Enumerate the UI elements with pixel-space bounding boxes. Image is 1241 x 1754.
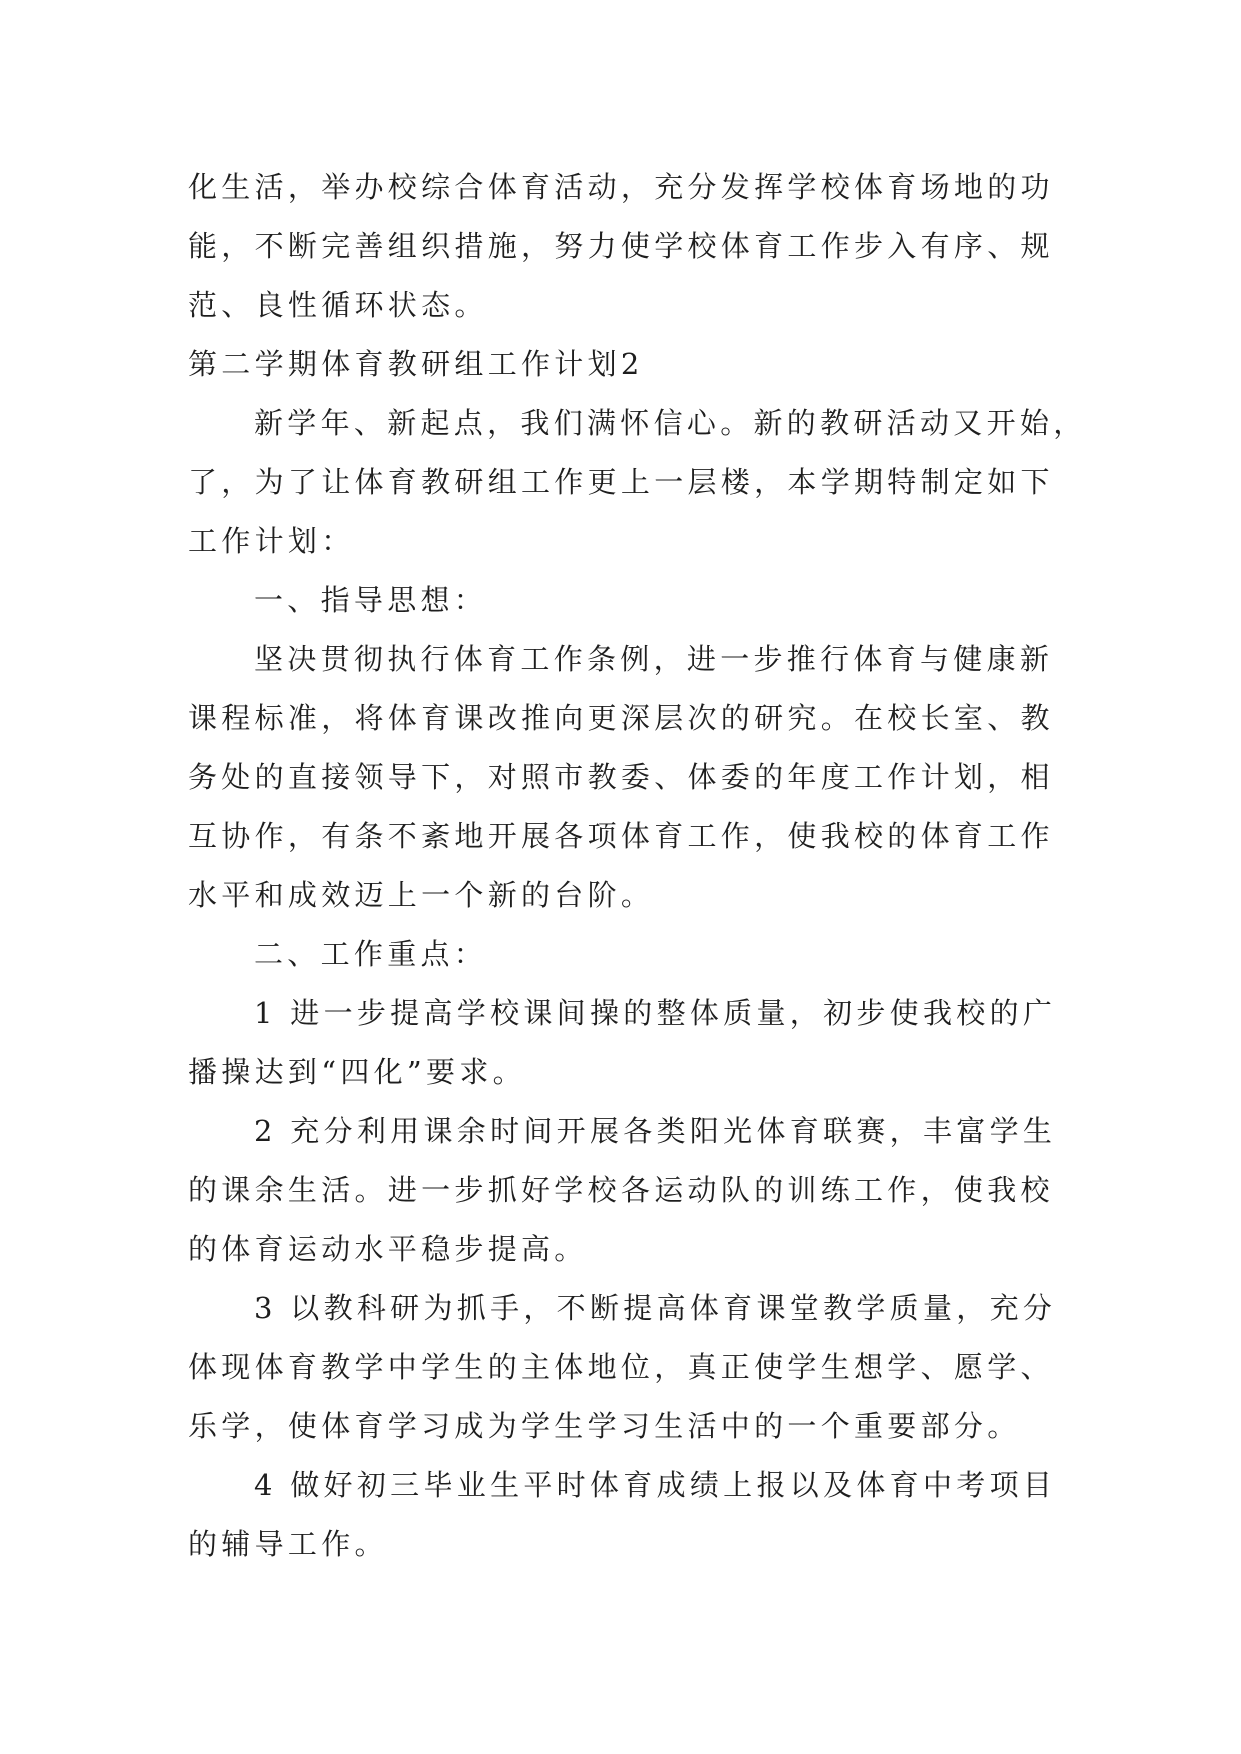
paragraph-line: 新学年、新起点，我们满怀信心。新的教研活动又开始， — [254, 406, 1087, 440]
list-item-line: 乐学，使体育学习成为学生学习生活中的一个重要部分。 — [188, 1409, 1021, 1443]
section-1-heading: 一、指导思想： — [254, 583, 488, 617]
section-1-paragraph — [188, 630, 1068, 925]
intro-paragraph — [188, 394, 1087, 571]
continued-paragraph — [188, 158, 1068, 335]
section-2-item-3 — [188, 1279, 1068, 1456]
section-2-item-1 — [188, 984, 1068, 1102]
paragraph-line: 工作计划： — [188, 524, 355, 558]
paragraph-line: 能，不断完善组织措施，努力使学校体育工作步入有序、规 — [188, 229, 1054, 263]
list-item-line: 2 充分利用课余时间开展各类阳光体育联赛，丰富学生 — [254, 1114, 1057, 1148]
paragraph-line: 课程标准，将体育课改推向更深层次的研究。在校长室、教 — [188, 701, 1054, 735]
plan-title: 第二学期体育教研组工作计划2 — [188, 347, 644, 381]
list-item-line: 的课余生活。进一步抓好学校各运动队的训练工作，使我校 — [188, 1173, 1054, 1207]
document-body — [188, 158, 1087, 1574]
paragraph-line: 坚决贯彻执行体育工作条例，进一步推行体育与健康新 — [254, 642, 1054, 676]
section-2-item-4 — [188, 1456, 1068, 1574]
list-item-line: 4 做好初三毕业生平时体育成绩上报以及体育中考项目 — [254, 1468, 1057, 1502]
paragraph-line: 了，为了让体育教研组工作更上一层楼，本学期特制定如下 — [188, 465, 1054, 499]
paragraph-line: 互协作，有条不紊地开展各项体育工作，使我校的体育工作 — [188, 819, 1054, 853]
list-item-line: 1 进一步提高学校课间操的整体质量，初步使我校的广 — [254, 996, 1057, 1030]
list-item-line: 的体育运动水平稳步提高。 — [188, 1232, 588, 1266]
paragraph-line: 水平和成效迈上一个新的台阶。 — [188, 878, 655, 912]
paragraph-line: 务处的直接领导下，对照市教委、体委的年度工作计划，相 — [188, 760, 1054, 794]
paragraph-line: 范、良性循环状态。 — [188, 288, 488, 322]
list-item-line: 播操达到“四化”要求。 — [188, 1055, 526, 1089]
paragraph-line: 化生活，举办校综合体育活动，充分发挥学校体育场地的功 — [188, 170, 1054, 204]
list-item-line: 体现体育教学中学生的主体地位，真正使学生想学、愿学、 — [188, 1350, 1054, 1384]
section-2-heading: 二、工作重点： — [254, 937, 488, 971]
list-item-line: 3 以教科研为抓手，不断提高体育课堂教学质量，充分 — [254, 1291, 1057, 1325]
list-item-line: 的辅导工作。 — [188, 1527, 388, 1561]
section-2-item-2 — [188, 1102, 1068, 1279]
